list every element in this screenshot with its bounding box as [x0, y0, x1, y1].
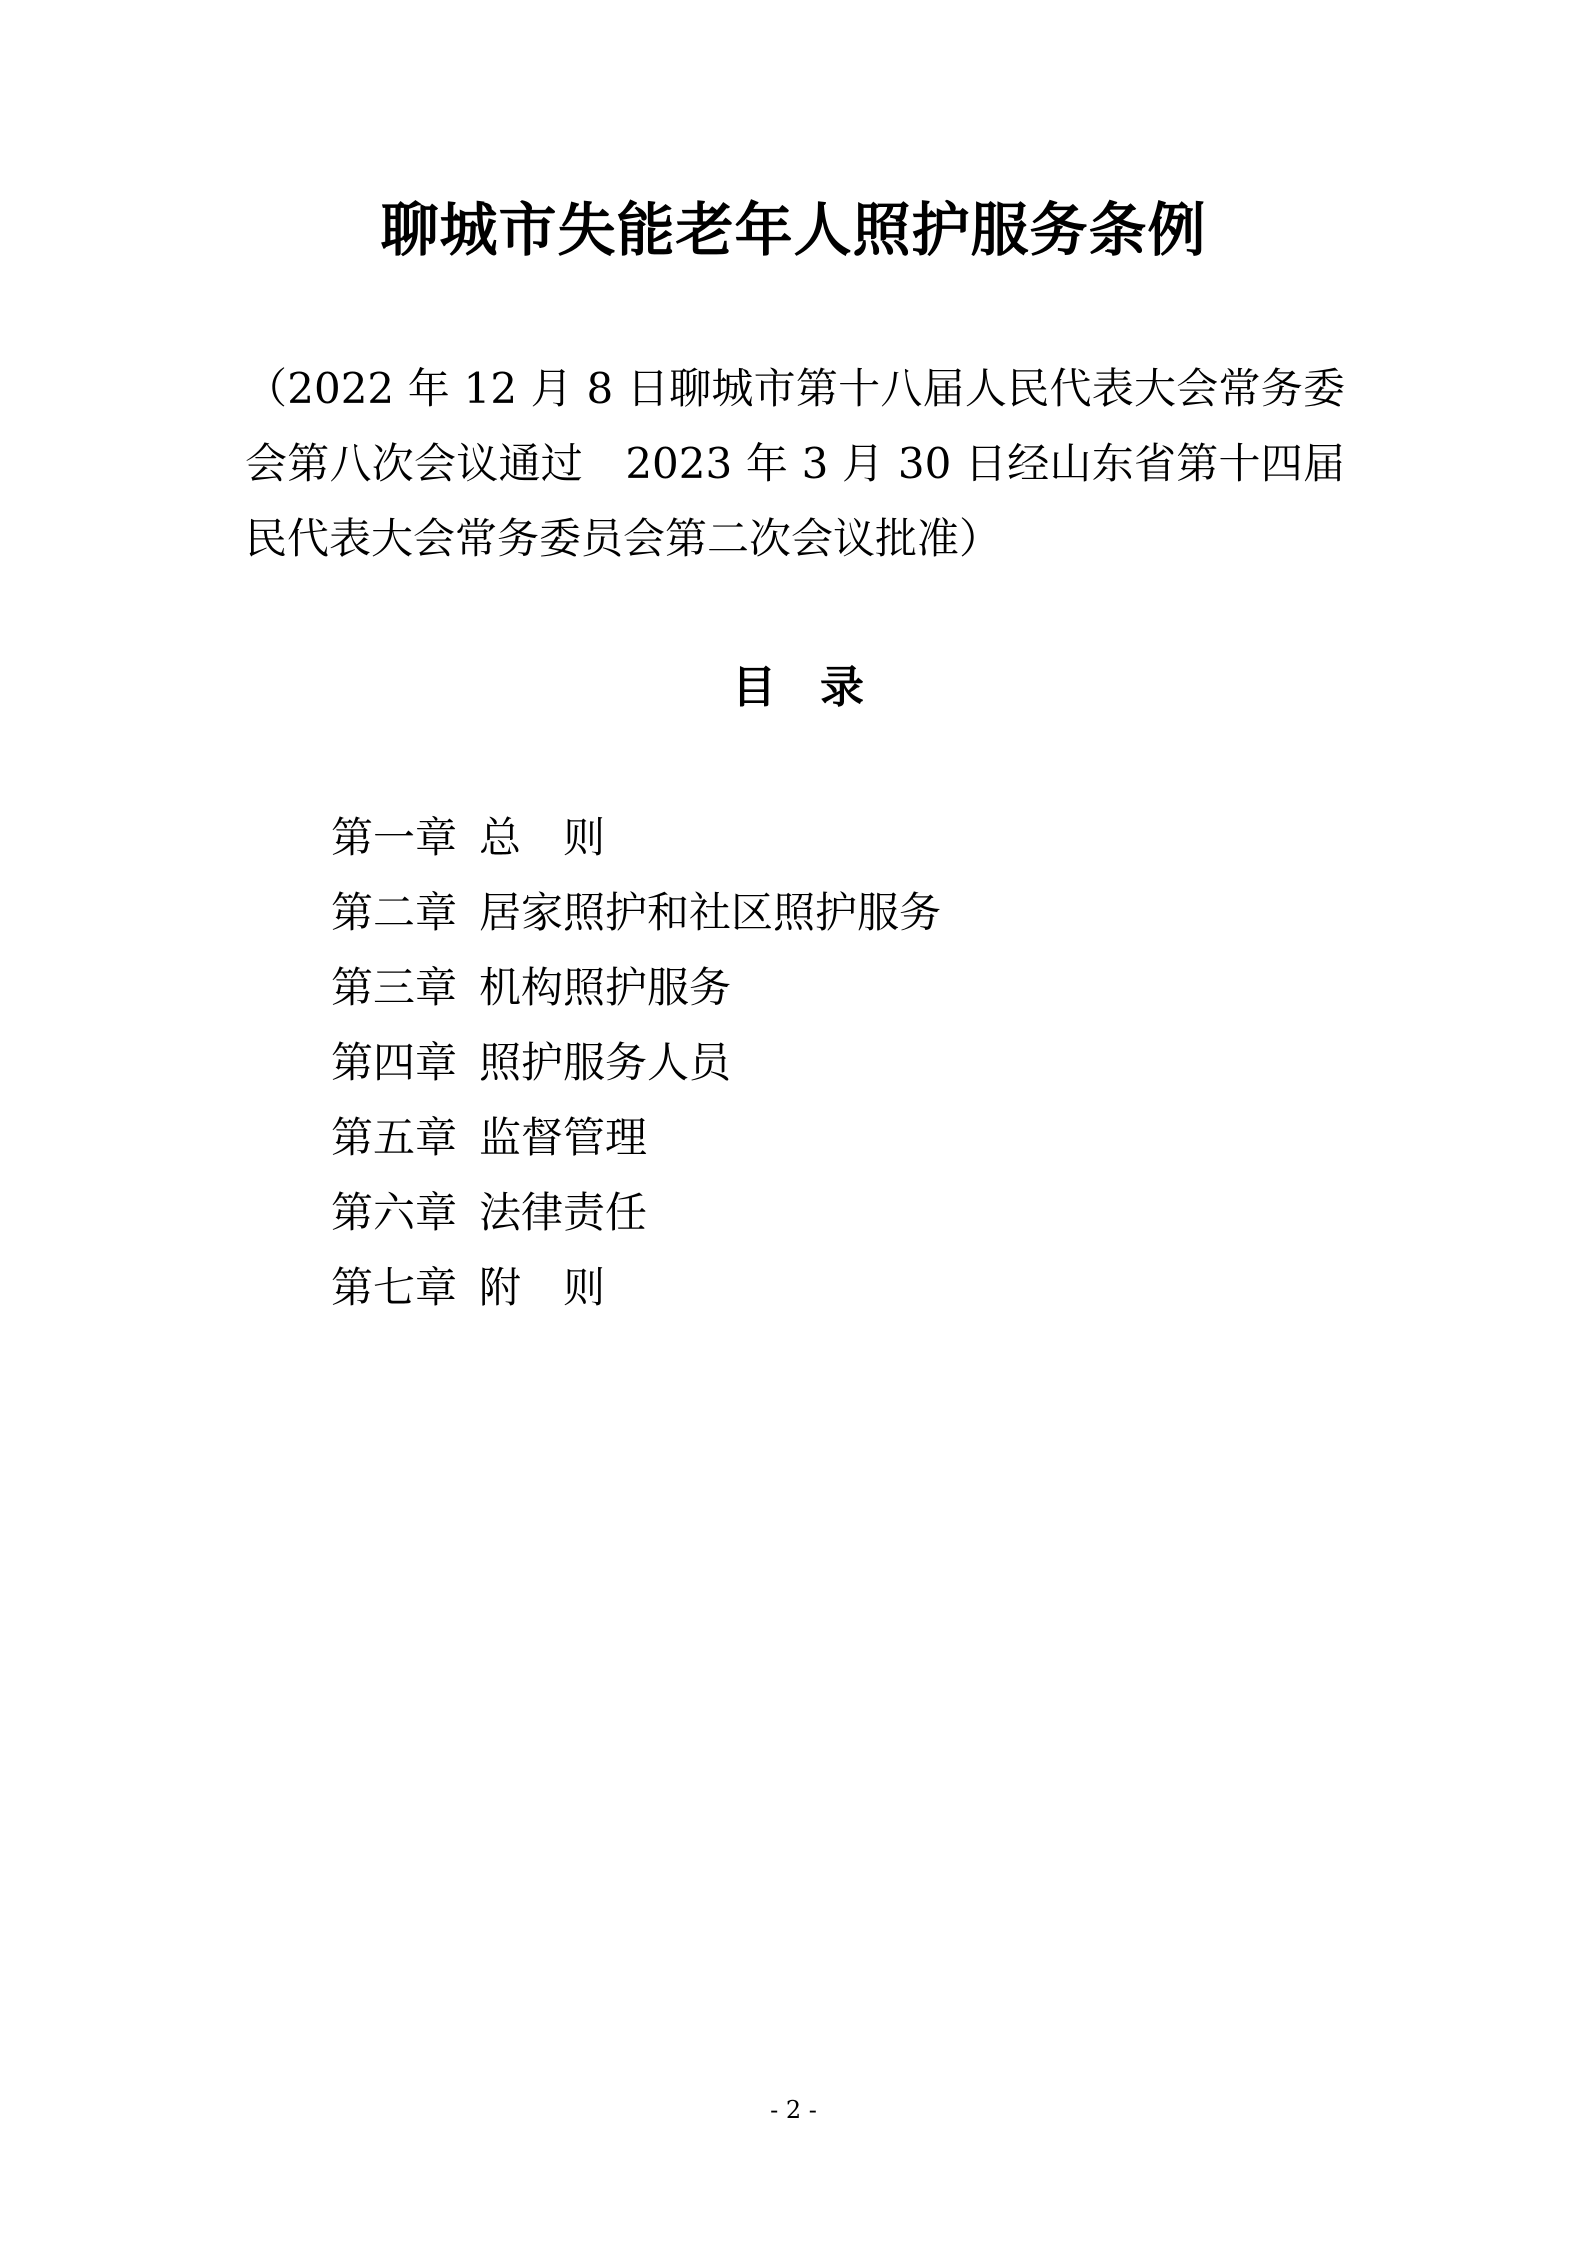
toc-heading: 目 录	[732, 662, 864, 713]
toc-chapter-title: 机构照护服务	[479, 963, 732, 1012]
adoption-note-line: 会第八次会议通过 2023 年 3 月 30 日经山东省第十四届	[245, 439, 1345, 488]
page-number: - 2 -	[770, 2096, 817, 2124]
document-title: 聊城市失能老年人照护服务条例	[380, 196, 1207, 264]
toc-chapter-number: 第一章	[331, 813, 458, 862]
toc-chapter-number: 第五章	[331, 1113, 458, 1162]
toc-item	[331, 800, 1231, 875]
toc-chapter-number: 第二章	[331, 888, 458, 937]
toc-chapter-number: 第六章	[331, 1188, 458, 1237]
toc-chapter-title: 总 则	[479, 813, 606, 862]
adoption-note-line: 民代表大会常务委员会第二次会议批准）	[245, 514, 1002, 563]
toc-item	[331, 1025, 1231, 1100]
adoption-note	[245, 351, 1345, 576]
toc-chapter-number: 第三章	[331, 963, 458, 1012]
toc-chapter-title: 居家照护和社区照护服务	[479, 888, 942, 937]
adoption-note-line: （2022 年 12 月 8 日聊城市第十八届人民代表大会常务委	[245, 364, 1345, 413]
toc-chapter-number: 第七章	[331, 1263, 458, 1312]
toc-chapter-title: 附 则	[479, 1263, 606, 1312]
toc-chapter-title: 监督管理	[479, 1113, 648, 1162]
toc-item	[331, 1175, 1231, 1250]
table-of-contents	[331, 800, 1231, 1325]
toc-item	[331, 875, 1231, 950]
toc-chapter-title: 法律责任	[479, 1188, 648, 1237]
toc-item	[331, 1250, 1231, 1325]
toc-item	[331, 950, 1231, 1025]
toc-chapter-title: 照护服务人员	[479, 1038, 732, 1087]
toc-item	[331, 1100, 1231, 1175]
toc-chapter-number: 第四章	[331, 1038, 458, 1087]
